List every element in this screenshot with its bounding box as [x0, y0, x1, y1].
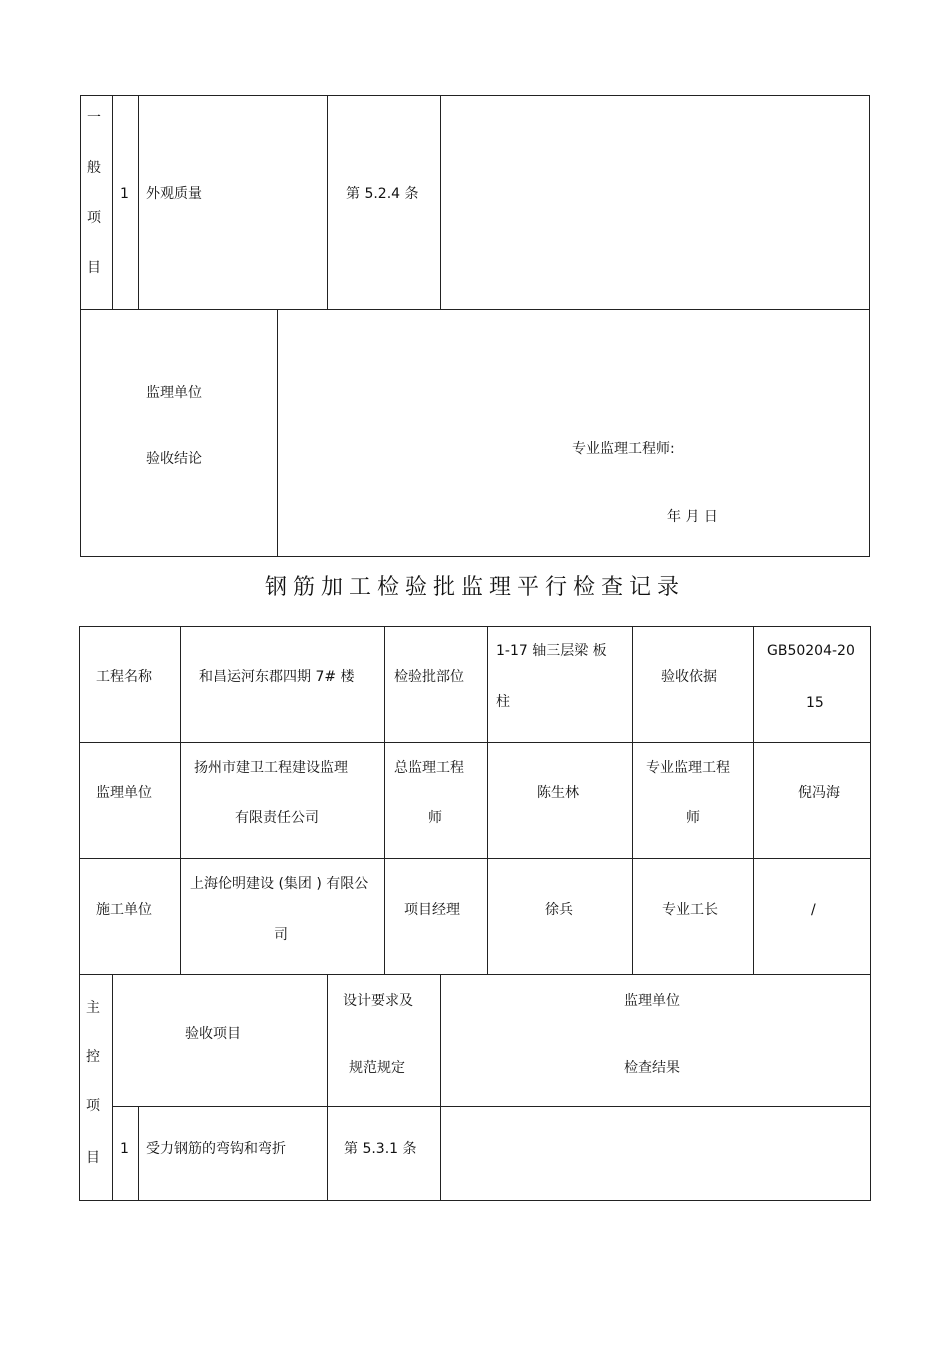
engineer-signature-label: 专业监理工程师:: [572, 441, 675, 457]
supervision-unit-value-2: 有限责任公司: [235, 810, 319, 826]
bottom-vline-f: [112, 974, 113, 1201]
project-name-value: 和昌运河东郡四期 7# 楼: [199, 669, 355, 685]
general-items-char-4: 目: [87, 260, 101, 276]
main-control-char-2: 控: [86, 1049, 100, 1065]
basis-value-2: 15: [806, 695, 824, 711]
batch-part-value-2: 柱: [496, 694, 510, 710]
specialist-engineer-value: 倪冯海: [798, 785, 840, 801]
construction-unit-value-1: 上海伦明建设 (集团 ) 有限公: [190, 876, 369, 892]
chief-engineer-value: 陈生林: [537, 785, 579, 801]
foreman-label: 专业工长: [662, 902, 718, 918]
specialist-engineer-label-1: 专业监理工程: [646, 760, 730, 776]
project-manager-value: 徐兵: [545, 902, 573, 918]
top-row1-no: 1: [120, 186, 129, 202]
bottom-vline-g: [138, 1106, 139, 1201]
top-divider: [80, 309, 870, 310]
top-row1-clause: 第 5.2.4 条: [346, 186, 419, 202]
basis-value-1: GB50204-20: [767, 643, 855, 659]
project-manager-label: 项目经理: [404, 902, 460, 918]
supervision-conclusion-label-1: 监理单位: [146, 385, 202, 401]
batch-part-value-1: 1-17 轴三层梁 板: [496, 643, 607, 659]
date-label: 年 月 日: [667, 509, 718, 525]
project-name-label: 工程名称: [96, 669, 152, 685]
bottom-hline-3: [79, 974, 871, 975]
top-col-line-5: [277, 309, 278, 557]
top-col-line-1: [112, 95, 113, 309]
foreman-value: /: [811, 902, 816, 918]
document-title: 钢筋加工检验批监理平行检查记录: [264, 575, 685, 600]
batch-part-label: 检验批部位: [394, 669, 464, 685]
inspection-item-label: 验收项目: [185, 1026, 241, 1042]
bottom-vline-c: [487, 626, 488, 974]
top-col-line-3: [327, 95, 328, 309]
bottom-vline-b: [384, 626, 385, 974]
bottom-vline-i: [440, 974, 441, 1201]
supervision-unit-value-1: 扬州市建卫工程建设监理: [194, 760, 348, 776]
general-items-char-3: 项: [87, 210, 101, 226]
bottom-vline-e: [753, 626, 754, 974]
bottom-vline-h: [327, 974, 328, 1201]
chief-engineer-label-1: 总监理工程: [394, 760, 464, 776]
top-row1-item: 外观质量: [146, 186, 202, 202]
top-col-line-4: [440, 95, 441, 309]
supervision-conclusion-label-2: 验收结论: [146, 451, 202, 467]
supervision-result-label-2: 检查结果: [624, 1060, 680, 1076]
supervision-unit-label: 监理单位: [96, 785, 152, 801]
chief-engineer-label-2: 师: [428, 810, 442, 826]
bottom-vline-a: [180, 626, 181, 974]
bottom-row1-item: 受力钢筋的弯钩和弯折: [146, 1141, 286, 1157]
design-req-label-1: 设计要求及: [343, 993, 413, 1009]
specialist-engineer-label-2: 师: [686, 810, 700, 826]
basis-label: 验收依据: [661, 669, 717, 685]
bottom-row1-no: 1: [120, 1141, 129, 1157]
bottom-hline-4: [112, 1106, 871, 1107]
bottom-vline-d: [632, 626, 633, 974]
bottom-row1-clause: 第 5.3.1 条: [344, 1141, 417, 1157]
general-items-char-2: 般: [87, 160, 101, 176]
top-col-line-2: [138, 95, 139, 309]
main-control-char-4: 目: [86, 1150, 100, 1166]
construction-unit-label: 施工单位: [96, 902, 152, 918]
top-table-frame: [80, 95, 870, 557]
general-items-char-1: 一: [87, 110, 101, 126]
construction-unit-value-2: 司: [274, 927, 288, 943]
design-req-label-2: 规范规定: [349, 1060, 405, 1076]
main-control-char-3: 项: [86, 1098, 100, 1114]
main-control-char-1: 主: [86, 1000, 100, 1016]
supervision-result-label-1: 监理单位: [624, 993, 680, 1009]
